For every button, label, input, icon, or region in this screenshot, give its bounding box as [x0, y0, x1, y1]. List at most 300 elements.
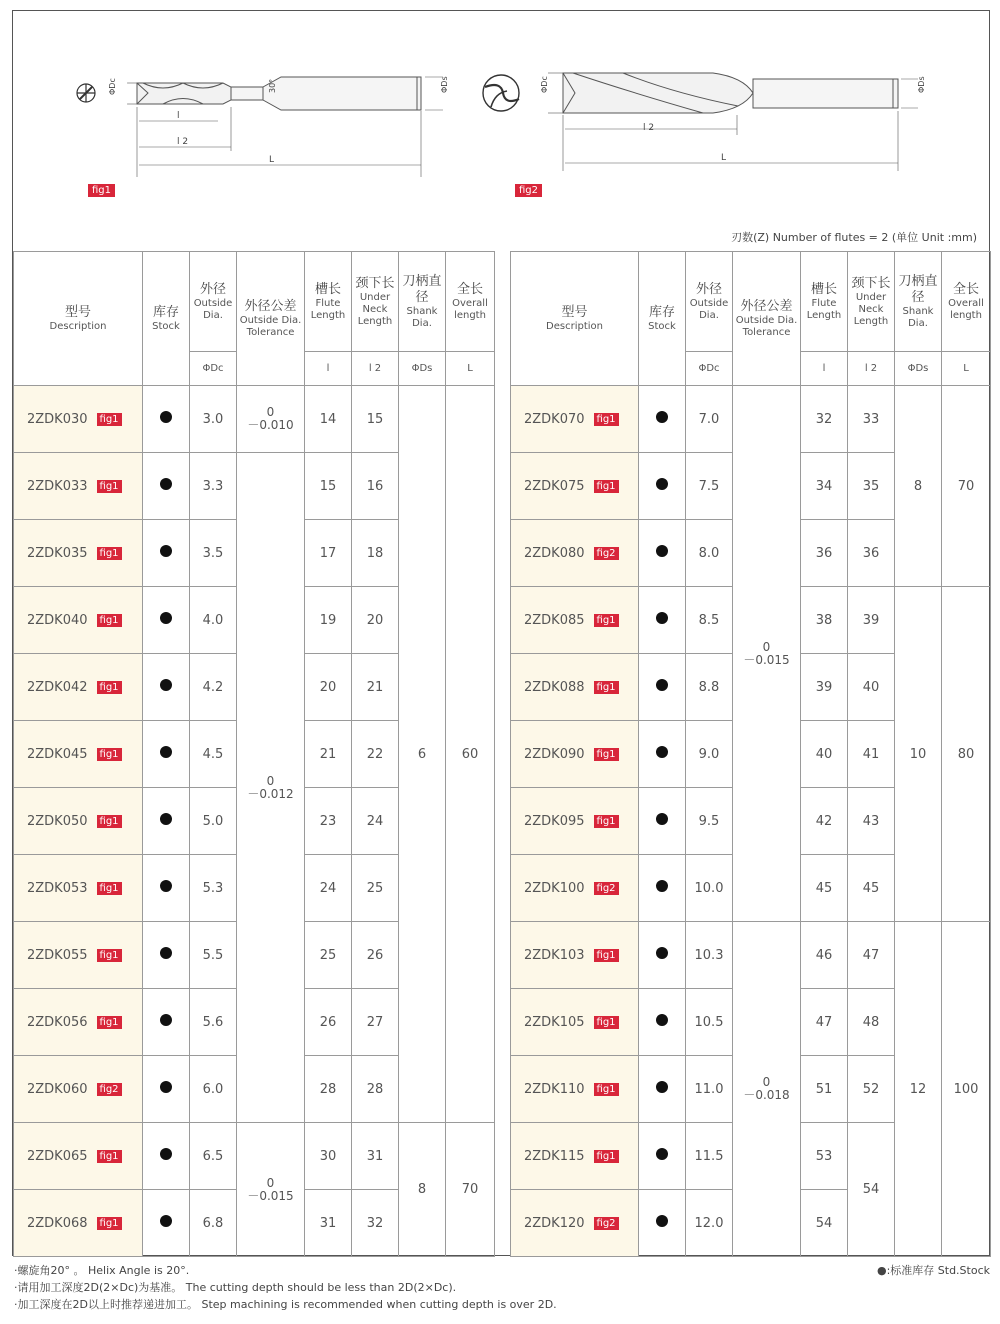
- stock-cell: [143, 922, 190, 989]
- std-stock-dot-icon: [160, 880, 172, 892]
- outside-dia-cell: 7.5: [686, 453, 733, 520]
- header-en: Shank Dia.: [902, 305, 934, 329]
- outside-dia-cell: 8.5: [686, 587, 733, 654]
- stock-cell: [143, 1123, 190, 1190]
- fig1-l-label: l: [177, 111, 180, 121]
- neck-length-cell: 40: [848, 654, 895, 721]
- overall-length-cell: 80: [942, 587, 991, 922]
- tolerance-lower: －0.015: [743, 652, 790, 667]
- fig2-L-label: L: [721, 153, 727, 163]
- tolerance-lower: －0.018: [743, 1088, 790, 1102]
- shank-dia-cell: 6: [399, 386, 446, 1123]
- model-number: 2ZDK103: [524, 947, 585, 963]
- model-number: 2ZDK080: [524, 545, 585, 561]
- overall-length-cell: 100: [942, 922, 991, 1257]
- header-od: [190, 252, 237, 352]
- std-stock-dot-icon: [656, 612, 668, 624]
- neck-length-cell: 27: [352, 989, 399, 1056]
- model-number: 2ZDK040: [27, 612, 88, 628]
- symbol-flute: l: [305, 352, 352, 386]
- model-cell: [14, 855, 143, 922]
- model-cell: [511, 654, 639, 721]
- tolerance-lower: －0.010: [247, 418, 294, 432]
- stock-cell: [639, 587, 686, 654]
- flute-length-cell: 24: [305, 855, 352, 922]
- flute-length-cell: 20: [305, 654, 352, 721]
- figure-tag: fig1: [594, 815, 619, 828]
- symbol-overall: L: [446, 352, 495, 386]
- outside-dia-cell: 5.3: [190, 855, 237, 922]
- stock-cell: [143, 989, 190, 1056]
- neck-length-cell: 22: [352, 721, 399, 788]
- symbol-od: ΦDc: [686, 352, 733, 386]
- outside-dia-cell: 5.5: [190, 922, 237, 989]
- note-step: ·加工深度在2D以上时推荐递进加工。 Step machining is recommended when cutting depth is over 2D.: [14, 1298, 557, 1311]
- model-number: 2ZDK055: [27, 947, 88, 963]
- model-cell: [14, 721, 143, 788]
- header-en: Outside Dia. Tolerance: [239, 314, 302, 338]
- figure-tag: fig2: [594, 1217, 619, 1230]
- symbol-overall: L: [942, 352, 991, 386]
- overall-length-cell: 60: [446, 386, 495, 1123]
- fig2-ds-label: ΦDs: [917, 76, 926, 93]
- fig1-dc-label: ΦDc: [108, 78, 117, 95]
- outside-dia-cell: 10.0: [686, 855, 733, 922]
- outside-dia-cell: 8.8: [686, 654, 733, 721]
- outside-dia-cell: 3.0: [190, 386, 237, 453]
- header-zh: 外径: [199, 281, 226, 297]
- model-cell: [14, 654, 143, 721]
- model-number: 2ZDK070: [524, 411, 585, 427]
- stock-cell: [639, 453, 686, 520]
- stock-legend: ●:标准库存 Std.Stock: [876, 1264, 990, 1277]
- std-stock-dot-icon: [656, 1014, 668, 1026]
- header-en: Overall length: [452, 297, 488, 321]
- figure-tag: fig2: [594, 547, 619, 560]
- std-stock-dot-icon: [656, 880, 668, 892]
- header-en: Under Neck Length: [853, 291, 889, 327]
- flute-length-cell: 51: [801, 1056, 848, 1123]
- outside-dia-cell: 10.3: [686, 922, 733, 989]
- header-shank: [895, 252, 942, 352]
- flute-length-cell: 25: [305, 922, 352, 989]
- header-stock: [639, 252, 686, 386]
- figure-tag: fig1: [97, 815, 122, 828]
- header-zh: 槽长: [314, 281, 341, 297]
- header-flute: [801, 252, 848, 352]
- note-helix: ·螺旋角20° 。 Helix Angle is 20°.: [14, 1264, 190, 1277]
- header-zh: 全长: [952, 281, 979, 297]
- neck-length-cell: 45: [848, 855, 895, 922]
- std-stock-dot-icon: [656, 1081, 668, 1093]
- std-stock-dot-icon: [656, 947, 668, 959]
- neck-length-cell: 28: [352, 1056, 399, 1123]
- header-zh: 外径公差: [740, 298, 793, 314]
- std-stock-dot-icon: [160, 545, 172, 557]
- tolerance-lower: －0.012: [247, 786, 294, 801]
- neck-length-cell: 26: [352, 922, 399, 989]
- fig2-tag: fig2: [515, 184, 542, 197]
- flute-length-cell: 53: [801, 1123, 848, 1190]
- header-en: Outside Dia.: [689, 297, 729, 321]
- outside-dia-cell: 11.5: [686, 1123, 733, 1190]
- std-stock-dot-icon: [160, 612, 172, 624]
- header-zh: 型号: [561, 304, 588, 320]
- spec-table-right: [510, 251, 991, 1257]
- stock-cell: [143, 788, 190, 855]
- stock-cell: [143, 1056, 190, 1123]
- outside-dia-cell: 4.0: [190, 587, 237, 654]
- fig2-dc-label: ΦDc: [540, 76, 549, 93]
- model-number: 2ZDK035: [27, 545, 88, 561]
- std-stock-dot-icon: [160, 746, 172, 758]
- model-number: 2ZDK105: [524, 1014, 585, 1030]
- header-en: Stock: [648, 320, 676, 332]
- flute-length-cell: 46: [801, 922, 848, 989]
- table-row: [14, 1123, 495, 1190]
- header-zh: 颈下长: [851, 275, 891, 291]
- model-number: 2ZDK056: [27, 1014, 88, 1030]
- overall-length-cell: 70: [942, 386, 991, 587]
- model-cell: [14, 1123, 143, 1190]
- figure-tag: fig1: [97, 949, 122, 962]
- header-en: Flute Length: [806, 297, 842, 321]
- model-cell: [14, 922, 143, 989]
- fig1-tag: fig1: [88, 184, 115, 197]
- model-number: 2ZDK088: [524, 679, 585, 695]
- model-cell: [511, 587, 639, 654]
- stock-cell: [639, 721, 686, 788]
- model-cell: [511, 453, 639, 520]
- flute-length-cell: 42: [801, 788, 848, 855]
- tolerance-cell: [237, 386, 305, 453]
- stock-cell: [639, 1190, 686, 1257]
- outside-dia-cell: 6.8: [190, 1190, 237, 1257]
- fig1-tool: [127, 77, 443, 177]
- header-stock: [143, 252, 190, 386]
- model-cell: [511, 721, 639, 788]
- neck-length-cell: 25: [352, 855, 399, 922]
- stock-cell: [639, 788, 686, 855]
- stock-cell: [143, 386, 190, 453]
- model-number: 2ZDK060: [27, 1081, 88, 1097]
- symbol-shank: ΦDs: [895, 352, 942, 386]
- model-number: 2ZDK053: [27, 880, 88, 896]
- outside-dia-cell: 3.5: [190, 520, 237, 587]
- outside-dia-cell: 5.6: [190, 989, 237, 1056]
- stock-cell: [639, 855, 686, 922]
- table-row: [511, 922, 991, 989]
- stock-cell: [639, 520, 686, 587]
- std-stock-dot-icon: [160, 1215, 172, 1227]
- neck-length-cell: 32: [352, 1190, 399, 1257]
- outside-dia-cell: 9.0: [686, 721, 733, 788]
- model-cell: [511, 520, 639, 587]
- figure-tag: fig1: [594, 748, 619, 761]
- outside-dia-cell: 6.0: [190, 1056, 237, 1123]
- neck-length-cell: 39: [848, 587, 895, 654]
- model-number: 2ZDK090: [524, 746, 585, 762]
- tolerance-cell: [237, 453, 305, 1123]
- header-flute: [305, 252, 352, 352]
- header-neck: [848, 252, 895, 352]
- symbol-neck: l 2: [848, 352, 895, 386]
- header-en: Flute Length: [310, 297, 346, 321]
- std-stock-dot-icon: [656, 545, 668, 557]
- flute-length-cell: 36: [801, 520, 848, 587]
- figure-tag: fig1: [97, 480, 122, 493]
- neck-length-cell: 41: [848, 721, 895, 788]
- stock-cell: [639, 922, 686, 989]
- header-zh: 型号: [64, 304, 91, 320]
- tolerance-upper: 0: [762, 639, 771, 654]
- header-od: [686, 252, 733, 352]
- footnotes: [14, 1262, 557, 1313]
- outside-dia-cell: 11.0: [686, 1056, 733, 1123]
- header-en: Outside Dia. Tolerance: [735, 314, 798, 338]
- model-cell: [511, 855, 639, 922]
- model-cell: [14, 386, 143, 453]
- fig1-L-label: L: [269, 155, 275, 165]
- stock-cell: [639, 1123, 686, 1190]
- model-number: 2ZDK120: [524, 1215, 585, 1231]
- outside-dia-cell: 4.5: [190, 721, 237, 788]
- outside-dia-cell: 7.0: [686, 386, 733, 453]
- flute-length-cell: 39: [801, 654, 848, 721]
- model-number: 2ZDK050: [27, 813, 88, 829]
- figure-tag: fig1: [594, 413, 619, 426]
- std-stock-dot-icon: [160, 478, 172, 490]
- std-stock-dot-icon: [160, 411, 172, 423]
- model-cell: [511, 1123, 639, 1190]
- header-description: [511, 252, 639, 386]
- model-cell: [511, 788, 639, 855]
- stock-cell: [639, 654, 686, 721]
- header-description: [14, 252, 143, 386]
- figure-tag: fig1: [97, 1217, 122, 1230]
- flute-length-cell: 21: [305, 721, 352, 788]
- shank-dia-cell: 8: [399, 1123, 446, 1257]
- figure-tag: fig1: [97, 882, 122, 895]
- std-stock-dot-icon: [656, 478, 668, 490]
- figure-tag: fig1: [594, 681, 619, 694]
- fig1-l2-label: l 2: [177, 137, 189, 147]
- stock-cell: [143, 520, 190, 587]
- shank-dia-cell: 12: [895, 922, 942, 1257]
- flute-length-cell: 45: [801, 855, 848, 922]
- tolerance-upper: 0: [266, 773, 275, 788]
- table-row: [14, 386, 495, 453]
- model-cell: [14, 989, 143, 1056]
- model-cell: [511, 989, 639, 1056]
- symbol-neck: l 2: [352, 352, 399, 386]
- figure-tag: fig1: [97, 748, 122, 761]
- model-number: 2ZDK095: [524, 813, 585, 829]
- figure-tag: fig1: [97, 547, 122, 560]
- fig1-end-view: [77, 84, 95, 102]
- figure-tag: fig2: [594, 882, 619, 895]
- neck-length-cell: 54: [848, 1123, 895, 1257]
- header-zh: 全长: [456, 281, 483, 297]
- header-en: Stock: [152, 320, 180, 332]
- table-row: [511, 386, 991, 453]
- flute-length-cell: 47: [801, 989, 848, 1056]
- flute-length-cell: 38: [801, 587, 848, 654]
- symbol-od: ΦDc: [190, 352, 237, 386]
- header-overall: [942, 252, 991, 352]
- model-cell: [14, 587, 143, 654]
- header-zh: 库存: [152, 304, 179, 320]
- header-zh: 刀柄直径: [898, 273, 938, 305]
- figure-tag: fig1: [594, 1150, 619, 1163]
- model-cell: [14, 520, 143, 587]
- catalog-frame: [12, 10, 990, 1256]
- figure-tag: fig1: [97, 614, 122, 627]
- stock-cell: [143, 721, 190, 788]
- header-neck: [352, 252, 399, 352]
- stock-cell: [639, 386, 686, 453]
- fig1-ds-label: ΦDs: [440, 76, 449, 93]
- figure-tag: fig1: [594, 1083, 619, 1096]
- shank-dia-cell: 10: [895, 587, 942, 922]
- model-number: 2ZDK115: [524, 1148, 585, 1164]
- model-number: 2ZDK075: [524, 478, 585, 494]
- tolerance-upper: 0: [762, 1075, 771, 1089]
- neck-length-cell: 20: [352, 587, 399, 654]
- neck-length-cell: 18: [352, 520, 399, 587]
- header-en: Under Neck Length: [357, 291, 393, 327]
- header-zh: 刀柄直径: [402, 273, 442, 305]
- neck-length-cell: 35: [848, 453, 895, 520]
- tolerance-lower: －0.015: [247, 1188, 294, 1203]
- neck-length-cell: 36: [848, 520, 895, 587]
- flute-length-cell: 32: [801, 386, 848, 453]
- outside-dia-cell: 10.5: [686, 989, 733, 1056]
- model-cell: [511, 922, 639, 989]
- neck-length-cell: 31: [352, 1123, 399, 1190]
- header-zh: 颈下长: [355, 275, 395, 291]
- std-stock-dot-icon: [656, 679, 668, 691]
- fig1-angle-label: 30°: [268, 78, 277, 93]
- flute-length-cell: 23: [305, 788, 352, 855]
- stock-cell: [639, 989, 686, 1056]
- model-cell: [14, 453, 143, 520]
- flute-length-cell: 17: [305, 520, 352, 587]
- fig2-l2-label: l 2: [643, 123, 655, 133]
- flute-length-cell: 54: [801, 1190, 848, 1257]
- std-stock-dot-icon: [160, 679, 172, 691]
- model-number: 2ZDK033: [27, 478, 88, 494]
- header-en: Overall length: [948, 297, 984, 321]
- model-number: 2ZDK110: [524, 1081, 585, 1097]
- figure-tag: fig1: [594, 949, 619, 962]
- header-en: Shank Dia.: [406, 305, 438, 329]
- figure-tag: fig1: [97, 681, 122, 694]
- spec-table-left: [13, 251, 495, 1257]
- header-en: Description: [49, 320, 107, 332]
- model-number: 2ZDK065: [27, 1148, 88, 1164]
- header-zh: 外径: [695, 281, 722, 297]
- symbol-shank: ΦDs: [399, 352, 446, 386]
- std-stock-dot-icon: [656, 411, 668, 423]
- model-number: 2ZDK100: [524, 880, 585, 896]
- figure-tag: fig1: [97, 413, 122, 426]
- figure-tag: fig2: [97, 1083, 122, 1096]
- stock-cell: [143, 453, 190, 520]
- stock-cell: [143, 855, 190, 922]
- std-stock-dot-icon: [160, 947, 172, 959]
- tolerance-upper: 0: [266, 405, 275, 419]
- neck-length-cell: 15: [352, 386, 399, 453]
- neck-length-cell: 47: [848, 922, 895, 989]
- figure-tag: fig1: [594, 480, 619, 493]
- flute-length-cell: 14: [305, 386, 352, 453]
- model-cell: [14, 1056, 143, 1123]
- std-stock-dot-icon: [656, 813, 668, 825]
- tolerance-cell: [237, 1123, 305, 1257]
- neck-length-cell: 16: [352, 453, 399, 520]
- model-cell: [511, 1056, 639, 1123]
- outside-dia-cell: 3.3: [190, 453, 237, 520]
- neck-length-cell: 21: [352, 654, 399, 721]
- note-depth: ·请用加工深度2D(2×Dc)为基准。 The cutting depth should be less than 2D(2×Dc).: [14, 1281, 457, 1294]
- tool-drawings: [13, 11, 989, 249]
- model-number: 2ZDK068: [27, 1215, 88, 1231]
- std-stock-dot-icon: [656, 746, 668, 758]
- model-cell: [14, 1190, 143, 1257]
- model-number: 2ZDK085: [524, 612, 585, 628]
- figure-tag: fig1: [97, 1016, 122, 1029]
- model-cell: [511, 1190, 639, 1257]
- figure-tag: fig1: [594, 614, 619, 627]
- flute-length-cell: 15: [305, 453, 352, 520]
- outside-dia-cell: 6.5: [190, 1123, 237, 1190]
- flute-length-cell: 30: [305, 1123, 352, 1190]
- tolerance-cell: [733, 922, 801, 1257]
- fig2-end-view: [483, 75, 519, 111]
- neck-length-cell: 33: [848, 386, 895, 453]
- neck-length-cell: 52: [848, 1056, 895, 1123]
- std-stock-dot-icon: [160, 1014, 172, 1026]
- header-tol: [237, 252, 305, 386]
- flute-length-cell: 31: [305, 1190, 352, 1257]
- model-number: 2ZDK045: [27, 746, 88, 762]
- neck-length-cell: 24: [352, 788, 399, 855]
- model-number: 2ZDK030: [27, 411, 88, 427]
- std-stock-dot-icon: [160, 1081, 172, 1093]
- model-number: 2ZDK042: [27, 679, 88, 695]
- outside-dia-cell: 5.0: [190, 788, 237, 855]
- header-zh: 槽长: [810, 281, 837, 297]
- flutes-note: 刃数(Z) Number of flutes = 2 (单位 Unit :mm): [731, 231, 977, 244]
- stock-cell: [143, 587, 190, 654]
- flute-length-cell: 19: [305, 587, 352, 654]
- model-cell: [14, 788, 143, 855]
- shank-dia-cell: 8: [895, 386, 942, 587]
- stock-cell: [143, 1190, 190, 1257]
- figure-tag: fig1: [594, 1016, 619, 1029]
- header-en: Description: [546, 320, 603, 332]
- header-zh: 外径公差: [244, 298, 297, 314]
- stock-cell: [639, 1056, 686, 1123]
- outside-dia-cell: 4.2: [190, 654, 237, 721]
- neck-length-cell: 43: [848, 788, 895, 855]
- tolerance-cell: [733, 386, 801, 922]
- overall-length-cell: 70: [446, 1123, 495, 1257]
- flute-length-cell: 40: [801, 721, 848, 788]
- header-tol: [733, 252, 801, 386]
- std-stock-dot-icon: [160, 813, 172, 825]
